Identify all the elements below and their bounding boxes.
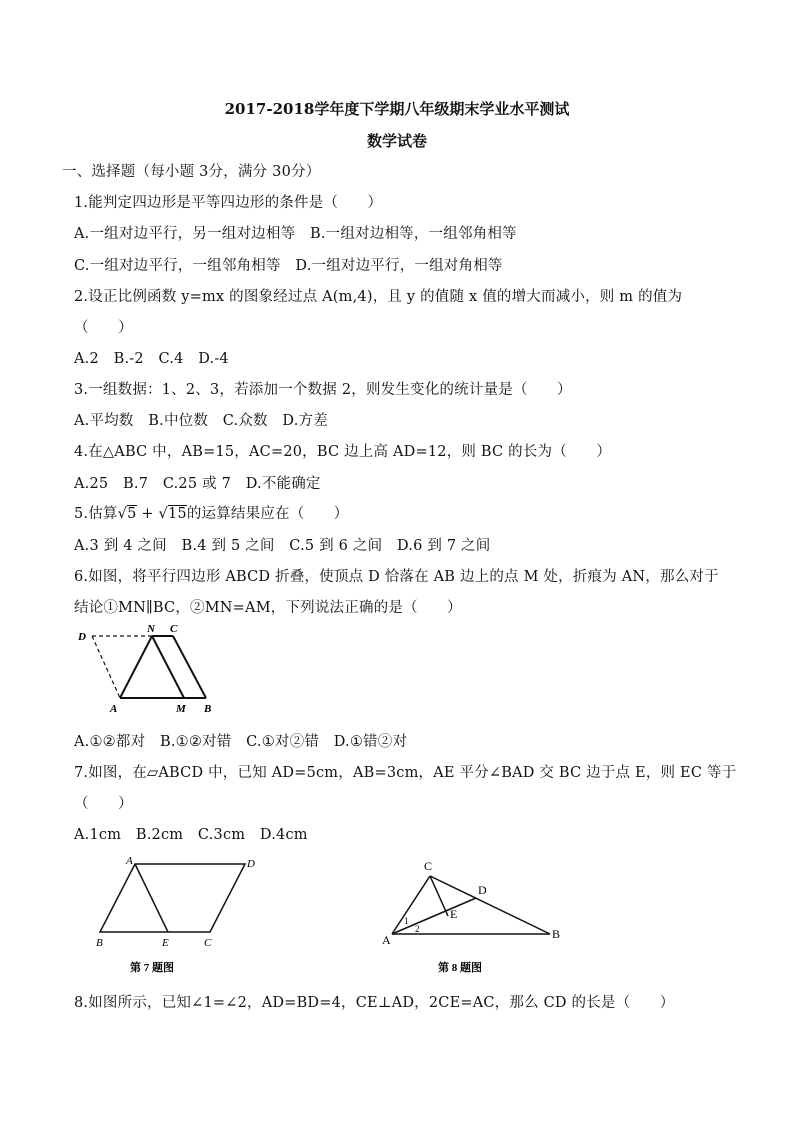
- q5-stem-prefix: 5.估算: [74, 506, 118, 522]
- q6-segment-nm: [152, 636, 184, 698]
- q1-stem: 1.能判定四边形是平等四边形的条件是（ ）: [74, 195, 383, 211]
- q6-side-cb: [173, 636, 206, 698]
- q5-stem: [74, 502, 349, 523]
- exam-subtitle: 数学试卷: [366, 132, 427, 150]
- q5-stem-suffix: 的运算结果应在（ ）: [186, 506, 349, 522]
- q8-angle-1: 1: [404, 916, 409, 926]
- q8-label-a: A: [382, 933, 391, 947]
- q6-options: A.①②都对 B.①②对错 C.①对②错 D.①错②对: [74, 734, 408, 750]
- q6-label-b: B: [204, 703, 212, 715]
- q7-label-c: C: [204, 937, 212, 949]
- q6-figure: [70, 620, 230, 720]
- q7-stem: 7.如图，在▱ABCD 中，已知 AD=5cm，AB=3cm，AE 平分∠BAD 交 BC 边于点 E，则 EC 等于: [74, 765, 737, 781]
- q6-label-n: N: [147, 623, 155, 635]
- sqrt-15: √15: [158, 506, 187, 522]
- q6-label-c: C: [170, 623, 178, 635]
- q6-stem-2: 结论①MN∥BC，②MN=AM，下列说法正确的是（ ）: [74, 600, 462, 616]
- q8-label-c: C: [424, 859, 433, 873]
- q2-stem: 2.设正比例函数 y=mx 的图象经过点 A(m,4)，且 y 的值随 x 值的增大而减小，则 m 的值为: [74, 289, 683, 305]
- q4-stem: 4.在△ABC 中，AB=15，AC=20，BC 边上高 AD=12，则 BC 的长为（ ）: [74, 444, 612, 460]
- section-heading: 一、选择题（每小题 3分，满分 30分）: [62, 164, 321, 180]
- q2-stem-paren: （ ）: [74, 320, 133, 336]
- q8-figure: [380, 852, 580, 982]
- q7-label-d: D: [247, 858, 255, 870]
- q2-options: A.2 B.-2 C.4 D.-4: [74, 351, 229, 367]
- q6-label-d: D: [78, 631, 86, 643]
- q7-options: A.1cm B.2cm C.3cm D.4cm: [74, 827, 308, 843]
- q8-angle-2: 2: [415, 924, 420, 934]
- q7-label-b: B: [96, 937, 103, 949]
- q6-label-m: M: [176, 703, 186, 715]
- sqrt-5: √5: [117, 506, 137, 522]
- q8-label-b: B: [552, 927, 561, 941]
- q6-crease-an: [120, 636, 152, 698]
- q6-label-a: A: [110, 703, 118, 715]
- q6-stem: 6.如图，将平行四边形 ABCD 折叠，使顶点 D 恰落在 AB 边上的点 M 处，折痕为 AN，那么对于: [74, 569, 719, 585]
- q1-options-cd: C.一组对边平行，一组邻角相等 D.一组对边平行，一组对角相等: [74, 258, 503, 274]
- q7-label-e: E: [162, 937, 169, 949]
- q5-options: A.3 到 4 之间 B.4 到 5 之间 C.5 到 6 之间 D.6 到 7 之间: [74, 538, 491, 554]
- q8-side-cb: [430, 876, 550, 934]
- q8-label-e: E: [450, 907, 458, 921]
- q7-parallelogram: [100, 864, 245, 932]
- q8-stem: 8.如图所示，已知∠1=∠2，AD=BD=4，CE⊥AD，2CE=AC，那么 CD 的长是（ ）: [74, 995, 675, 1011]
- q3-stem: 3.一组数据：1、2、3，若添加一个数据 2，则发生变化的统计量是（ ）: [74, 382, 572, 398]
- q6-fold-dashed-dn: [92, 636, 120, 698]
- exam-title: 2017-2018学年度下学期八年级期末学业水平测试: [224, 100, 570, 118]
- plus-sign: +: [136, 506, 159, 522]
- q7-label-a: A: [126, 855, 133, 867]
- q1-options-ab: A.一组对边平行，另一组对边相等 B.一组对边相等，一组邻角相等: [74, 226, 517, 242]
- q7-figure: [90, 850, 270, 980]
- q8-segment-ce: [430, 876, 448, 916]
- q8-caption: 第 8 题图: [438, 962, 482, 974]
- q7-stem-paren: （ ）: [74, 796, 133, 812]
- q7-bisector-ae: [135, 864, 168, 932]
- q3-options: A.平均数 B.中位数 C.众数 D.方差: [74, 413, 328, 429]
- q4-options: A.25 B.7 C.25 或 7 D.不能确定: [74, 476, 321, 492]
- q7-caption: 第 7 题图: [130, 962, 174, 974]
- q8-label-d: D: [478, 883, 487, 897]
